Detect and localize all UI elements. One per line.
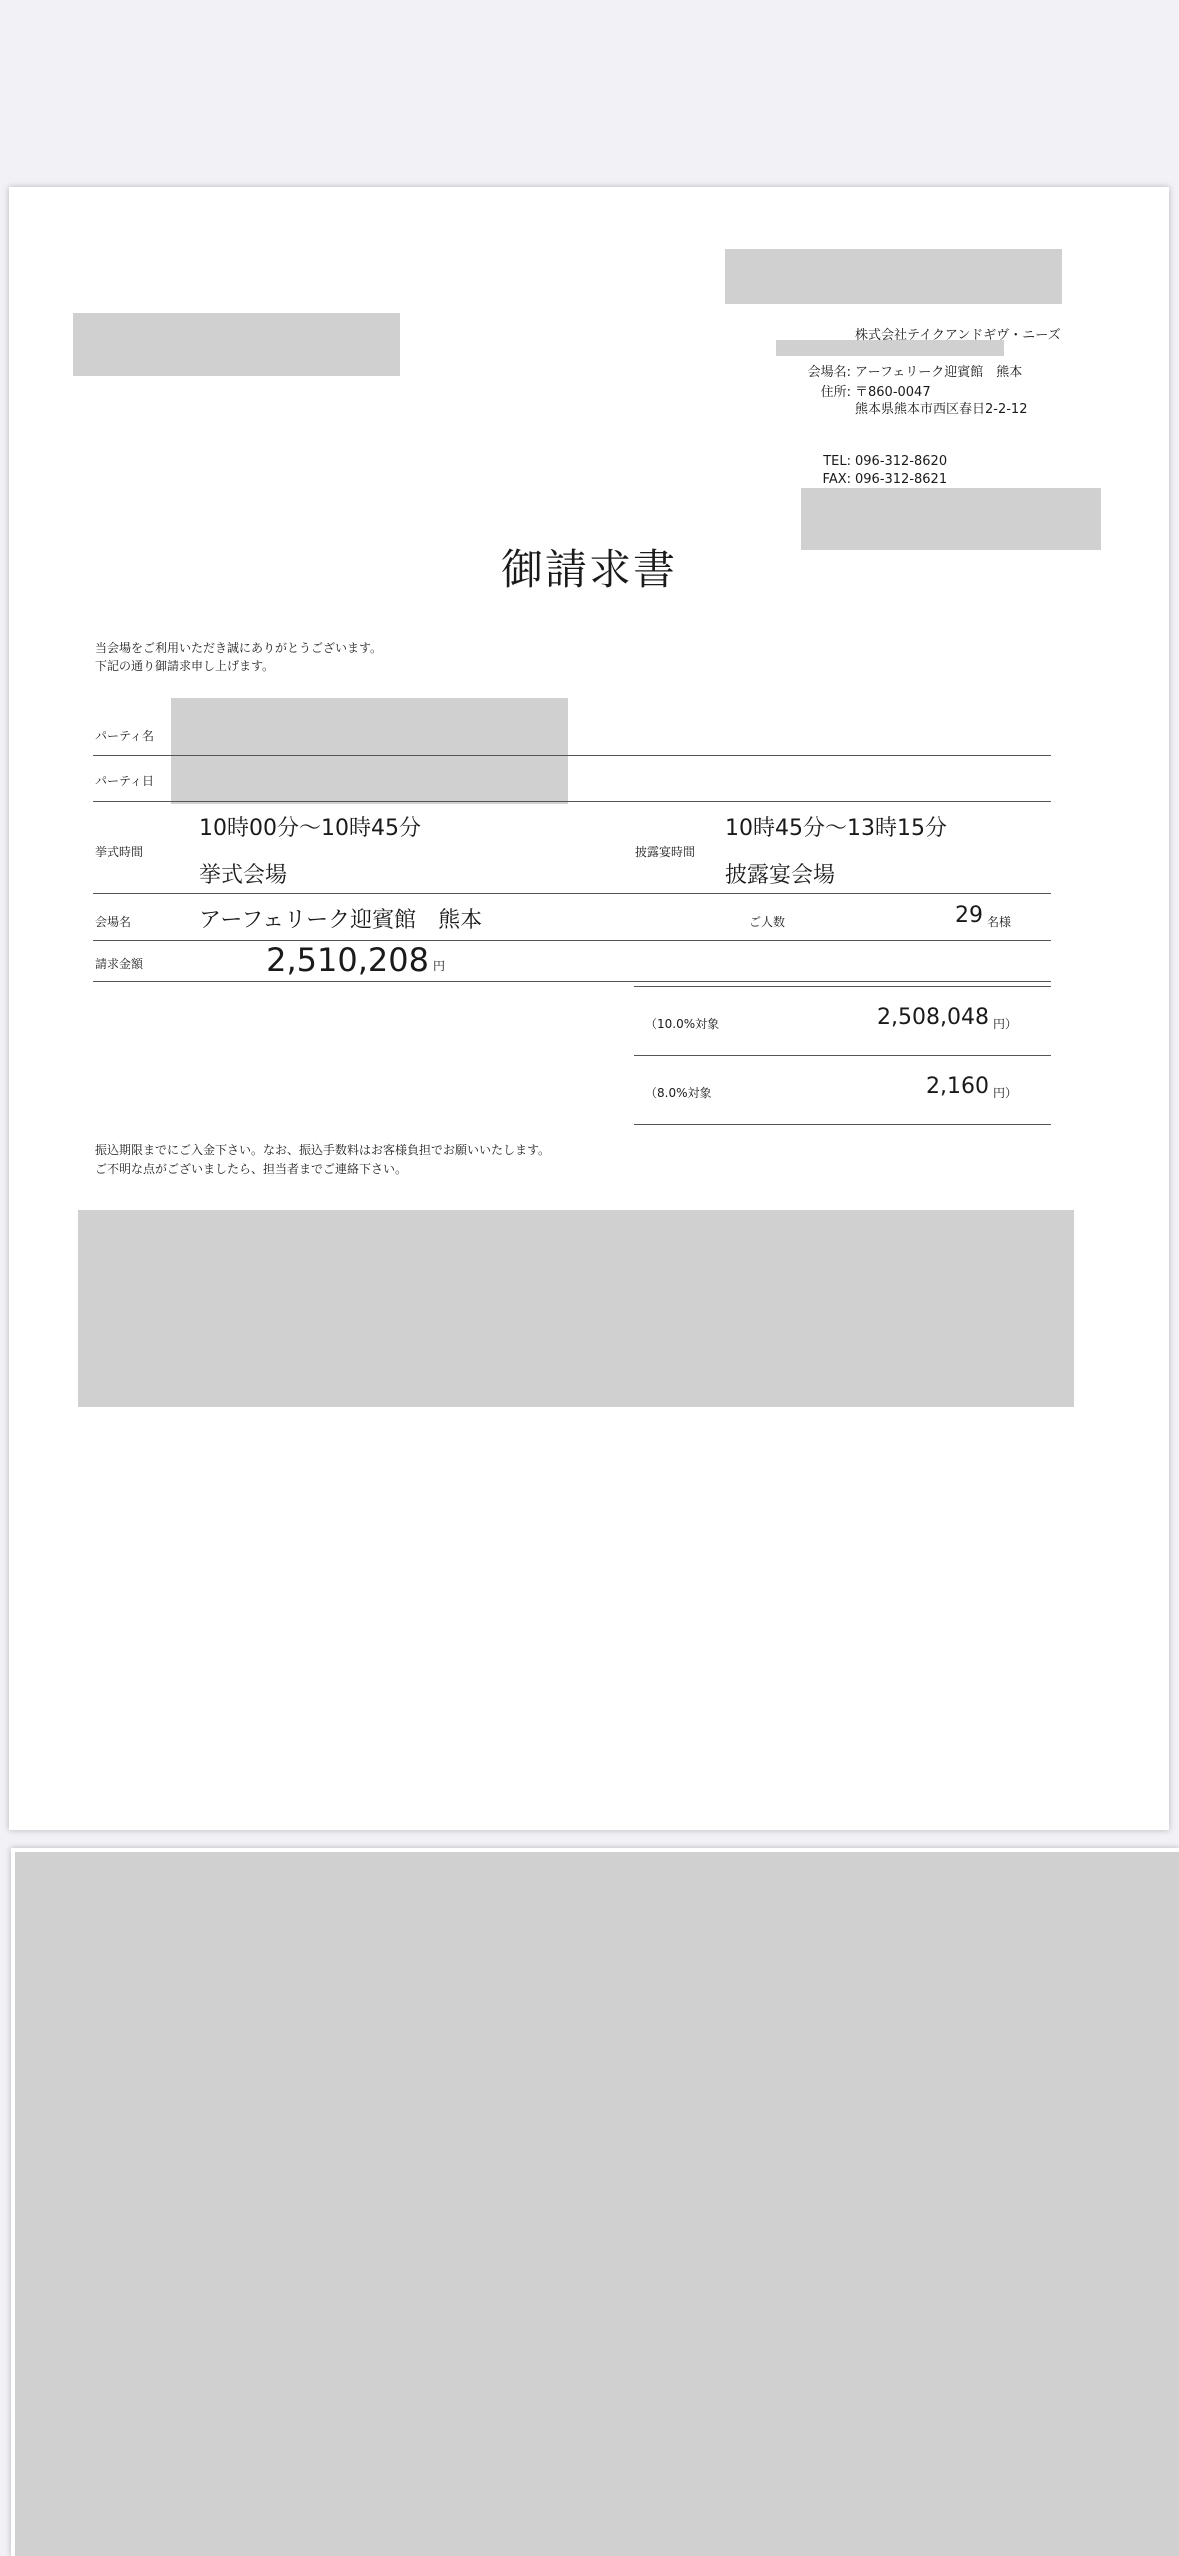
tax-10-unit: 円） [993, 1017, 1018, 1031]
divider [93, 893, 1051, 894]
divider [634, 1124, 1051, 1125]
ceremony-place: 挙式会場 [199, 863, 288, 888]
note-line-1: 振込期限までにご入金下さい。なお、振込手数料はお客様負担でお願いいたします。 [95, 1143, 551, 1157]
note-line-2: ご不明な点がございましたら、担当者までご連絡下さい。 [95, 1162, 408, 1176]
venue-name: アーフェリーク迎賓館 熊本 [199, 908, 483, 933]
tax-10-label: （10.0%対象 [645, 1017, 720, 1031]
tax-8-unit: 円） [993, 1086, 1018, 1100]
redacted-block-recipient [73, 313, 400, 376]
greeting-line-2: 下記の通り御請求申し上げます。 [95, 659, 275, 673]
party-date-label: パーティ日 [95, 774, 155, 788]
reception-time-label: 披露宴時間 [635, 845, 696, 859]
greeting-line-1: 当会場をご利用いただき誠にありがとうございます。 [95, 641, 383, 655]
reception-place: 披露宴会場 [725, 863, 836, 888]
tax-8-label: （8.0%対象 [645, 1086, 712, 1100]
guests-count: 29 [955, 903, 983, 928]
redacted-page-content [15, 1852, 1179, 2556]
issuer-address-label: 住所: [820, 385, 851, 400]
redacted-party-name [171, 698, 568, 804]
issuer-tel-label: TEL: [823, 454, 851, 469]
guests-unit: 名様 [987, 915, 1012, 929]
venue-label: 会場名 [95, 915, 132, 929]
issuer-postal: 〒860-0047 [855, 385, 931, 400]
divider [93, 801, 1051, 802]
tax-10-amount: 2,508,048 [877, 1005, 989, 1030]
issuer-fax: 096-312-8621 [855, 472, 948, 487]
divider [93, 981, 1051, 982]
tax-8-amount: 2,160 [926, 1074, 989, 1099]
page-title: 御請求書 [500, 545, 677, 594]
divider [634, 1055, 1051, 1056]
divider [93, 755, 1051, 756]
party-name-label: パーティ名 [95, 729, 155, 743]
issuer-company: 株式会社テイクアンドギヴ・ニーズ [855, 328, 1061, 343]
invoice-page [9, 187, 1169, 1830]
amount-unit: 円 [433, 959, 446, 973]
amount-label: 請求金額 [95, 957, 144, 971]
issuer-venue-label: 会場名: [807, 365, 851, 380]
invoice-page-2 [11, 1848, 1179, 2556]
issuer-venue: アーフェリーク迎賓館 熊本 [855, 365, 1023, 380]
issuer-tel: 096-312-8620 [855, 454, 948, 469]
ceremony-time-label: 挙式時間 [95, 845, 144, 859]
issuer-address: 熊本県熊本市西区春日2-2-12 [855, 402, 1028, 417]
redacted-bank-info [78, 1210, 1074, 1407]
ceremony-time: 10時00分～10時45分 [199, 816, 421, 841]
guests-label: ご人数 [749, 915, 786, 929]
redacted-block-top-right [725, 249, 1062, 304]
divider [634, 986, 1051, 987]
invoice-amount: 2,510,208 [266, 941, 429, 979]
issuer-fax-label: FAX: [822, 472, 851, 487]
reception-time: 10時45分～13時15分 [725, 816, 947, 841]
